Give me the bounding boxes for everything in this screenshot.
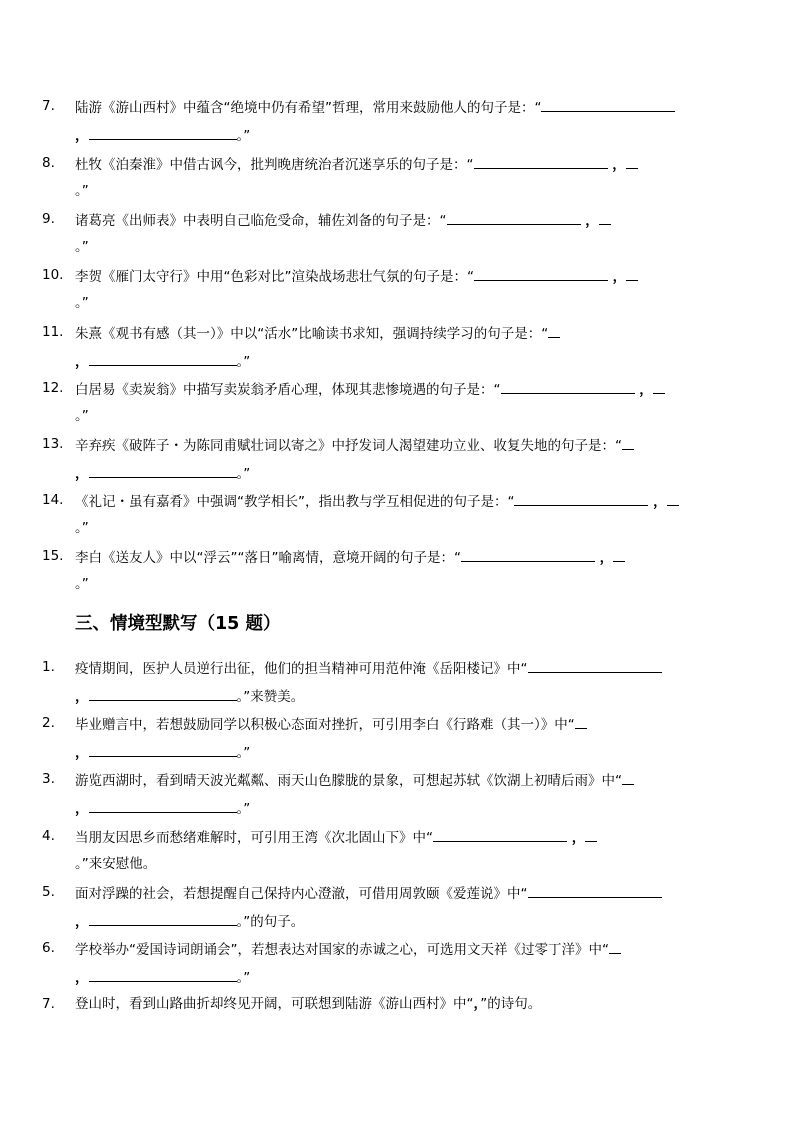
question-line-2 xyxy=(75,293,89,313)
answer-blank[interactable] xyxy=(501,378,635,394)
question-comma: ， xyxy=(473,996,481,1012)
question-line: 白居易《卖炭翁》中描写卖炭翁矛盾心理，体现其悲惨境遇的句子是：“ ， xyxy=(75,378,665,400)
question-item xyxy=(0,378,800,438)
section-heading: 三、情境型默写（15 题） xyxy=(75,614,281,634)
question-line-2 xyxy=(75,574,89,594)
question-number: 4. xyxy=(42,828,55,844)
question-tail: 。” xyxy=(236,466,251,482)
answer-blank[interactable] xyxy=(653,378,665,394)
answer-blank[interactable] xyxy=(585,826,597,842)
question-number: 7. xyxy=(42,98,55,114)
question-item xyxy=(0,546,800,606)
question-number: 15. xyxy=(42,548,64,564)
question-line xyxy=(75,657,662,679)
question-line: 李白《送友人》中以“浮云”“落日”喻离情，意境开阔的句子是：“ ， xyxy=(75,546,625,568)
question-line xyxy=(75,322,560,344)
question-item xyxy=(0,434,800,494)
answer-blank[interactable] xyxy=(626,265,638,281)
question-number: 7. xyxy=(42,996,55,1012)
question-number: 14. xyxy=(42,492,64,508)
question-tail: 。” xyxy=(75,295,89,311)
question-text: 李贺《雁门太守行》中用“色彩对比”渲染战场悲壮气氛的句子是：“ xyxy=(75,269,474,285)
question-line-2: ， 。”的句子。 xyxy=(75,910,304,932)
question-text: 疫情期间，医护人员逆行出征，他们的担当精神可用范仲淹《岳阳楼记》中“ xyxy=(75,661,528,677)
question-tail: 。”来安慰他。 xyxy=(75,856,157,872)
answer-blank[interactable] xyxy=(89,124,237,140)
question-number: 13. xyxy=(42,436,64,452)
question-tail: 。” xyxy=(236,128,251,144)
question-item xyxy=(0,713,800,773)
answer-blank[interactable] xyxy=(599,209,611,225)
answer-blank[interactable] xyxy=(548,322,560,338)
answer-blank[interactable] xyxy=(541,96,675,112)
question-item xyxy=(0,938,800,998)
question-number: 3. xyxy=(42,771,55,787)
question-tail: 。” xyxy=(75,408,89,424)
question-text: 游览西湖时，看到晴天波光粼粼、雨天山色朦胧的景象，可想起苏轼《饮湖上初晴后雨》中“ xyxy=(75,773,622,789)
question-tail: 。” xyxy=(236,970,251,986)
question-line xyxy=(75,938,621,960)
question-tail: 。” xyxy=(75,183,89,199)
question-line-2: ， 。” xyxy=(75,350,250,372)
question-line xyxy=(75,96,675,118)
question-line-2: ， 。” xyxy=(75,966,250,988)
question-number: 10. xyxy=(42,267,64,283)
answer-blank[interactable] xyxy=(514,490,648,506)
question-line-2 xyxy=(75,237,89,257)
question-line: 杜牧《泊秦淮》中借古讽今，批判晚唐统治者沉迷享乐的句子是：“ ， xyxy=(75,153,638,175)
question-item xyxy=(0,96,800,156)
question-line xyxy=(75,713,587,735)
answer-blank[interactable] xyxy=(528,882,662,898)
question-item xyxy=(0,826,800,886)
question-tail: 。”来赞美。 xyxy=(236,689,305,705)
question-tail: 。” xyxy=(236,354,251,370)
question-number: 8. xyxy=(42,155,55,171)
question-number: 2. xyxy=(42,715,55,731)
question-tail: 。” xyxy=(75,239,89,255)
question-item xyxy=(0,994,800,1054)
question-number: 11. xyxy=(42,324,64,340)
question-text: 李白《送友人》中以“浮云”“落日”喻离情，意境开阔的句子是：“ xyxy=(75,550,461,566)
question-text: 登山时，看到山路曲折却终见开阔，可联想到陆游《游山西村》中“ xyxy=(75,996,474,1012)
question-item xyxy=(0,490,800,550)
question-item xyxy=(0,265,800,325)
question-line-2: ， 。” xyxy=(75,462,250,484)
question-line-2 xyxy=(75,181,89,201)
question-tail: 。” xyxy=(75,576,89,592)
answer-blank[interactable] xyxy=(667,490,679,506)
answer-blank[interactable] xyxy=(528,657,662,673)
answer-blank[interactable] xyxy=(89,966,237,982)
answer-blank[interactable] xyxy=(89,910,237,926)
answer-blank[interactable] xyxy=(613,546,625,562)
question-text: 当朋友因思乡而愁绪难解时，可引用王湾《次北固山下》中“ xyxy=(75,830,433,846)
answer-blank[interactable] xyxy=(89,741,237,757)
question-line: 李贺《雁门太守行》中用“色彩对比”渲染战场悲壮气氛的句子是：“ ， xyxy=(75,265,638,287)
question-text: 毕业赠言中，若想鼓励同学以积极心态面对挫折，可引用李白《行路难（其一）》中“ xyxy=(75,717,575,733)
answer-blank[interactable] xyxy=(89,462,237,478)
question-item xyxy=(0,209,800,269)
question-line xyxy=(75,769,634,791)
question-text: 白居易《卖炭翁》中描写卖炭翁矛盾心理，体现其悲惨境遇的句子是：“ xyxy=(75,382,501,398)
question-line-2: ， 。”来赞美。 xyxy=(75,685,304,707)
answer-blank[interactable] xyxy=(474,153,608,169)
question-line: 当朋友因思乡而愁绪难解时，可引用王湾《次北固山下》中“ ， xyxy=(75,826,597,848)
question-tail: 。” xyxy=(236,801,251,817)
answer-blank[interactable] xyxy=(622,769,634,785)
question-line-2 xyxy=(75,518,89,538)
question-line: 诸葛亮《出师表》中表明自己临危受命，辅佐刘备的句子是：“ ， xyxy=(75,209,611,231)
question-line xyxy=(75,882,662,904)
answer-blank[interactable] xyxy=(474,265,608,281)
question-text: 学校举办“爱国诗词朗诵会”，若想表达对国家的赤诚之心，可选用文天祥《过零丁洋》中“ xyxy=(75,942,609,958)
question-tail: ”的诗句。 xyxy=(480,996,542,1012)
question-text: 诸葛亮《出师表》中表明自己临危受命，辅佐刘备的句子是：“ xyxy=(75,213,447,229)
question-line-2: ， 。” xyxy=(75,124,250,146)
question-line xyxy=(75,994,541,1014)
question-text: 《礼记・虽有嘉肴》中强调“教学相长”，指出教与学互相促进的句子是：“ xyxy=(75,494,515,510)
answer-blank[interactable] xyxy=(626,153,638,169)
question-text: 杜牧《泊秦淮》中借古讽今，批判晚唐统治者沉迷享乐的句子是：“ xyxy=(75,157,474,173)
question-item xyxy=(0,882,800,942)
answer-blank[interactable] xyxy=(575,713,587,729)
question-text: 面对浮躁的社会，若想提醒自己保持内心澄澈，可借用周敦颐《爱莲说》中“ xyxy=(75,886,528,902)
answer-blank[interactable] xyxy=(622,434,634,450)
question-number: 6. xyxy=(42,940,55,956)
question-number: 1. xyxy=(42,659,55,675)
question-text: 朱熹《观书有感（其一）》中以“活水”比喻读书求知，强调持续学习的句子是：“ xyxy=(75,326,549,342)
question-number: 9. xyxy=(42,211,55,227)
question-tail: 。” xyxy=(75,520,89,536)
answer-blank[interactable] xyxy=(89,685,237,701)
answer-blank[interactable] xyxy=(447,209,581,225)
answer-blank[interactable] xyxy=(89,797,237,813)
question-text: 辛弃疾《破阵子・为陈同甫赋壮词以寄之》中抒发词人渴望建功立业、收复失地的句子是：“ xyxy=(75,438,622,454)
answer-blank[interactable] xyxy=(609,938,621,954)
question-item xyxy=(0,322,800,382)
question-line-2: ， 。” xyxy=(75,797,250,819)
question-line-2 xyxy=(75,406,89,426)
question-item xyxy=(0,769,800,829)
question-tail: 。”的句子。 xyxy=(236,914,305,930)
question-line-2 xyxy=(75,854,156,874)
question-number: 12. xyxy=(42,380,64,396)
question-line-2: ， 。” xyxy=(75,741,250,763)
question-item xyxy=(0,657,800,717)
question-tail: 。” xyxy=(236,745,251,761)
answer-blank[interactable] xyxy=(433,826,567,842)
question-number: 5. xyxy=(42,884,55,900)
answer-blank[interactable] xyxy=(89,350,237,366)
answer-blank[interactable] xyxy=(461,546,595,562)
question-item xyxy=(0,153,800,213)
question-line: 《礼记・虽有嘉肴》中强调“教学相长”，指出教与学互相促进的句子是：“ ， xyxy=(75,490,679,512)
question-text: 陆游《游山西村》中蕴含“绝境中仍有希望”哲理，常用来鼓励他人的句子是：“ xyxy=(75,100,542,116)
question-line xyxy=(75,434,634,456)
